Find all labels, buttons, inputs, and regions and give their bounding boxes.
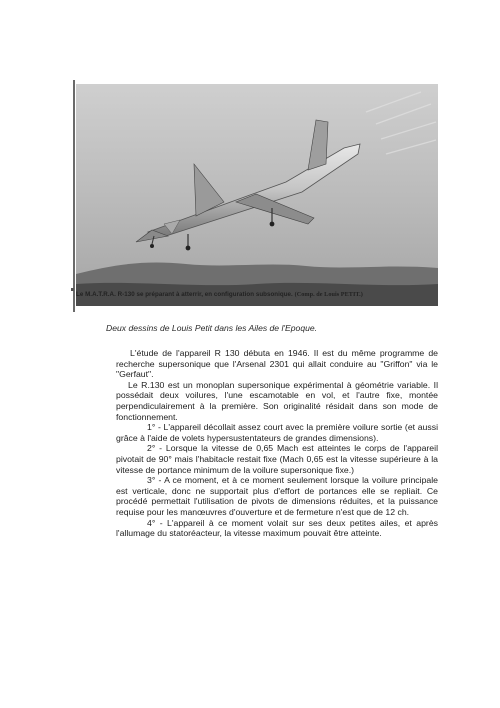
margin-mark: [73, 80, 75, 312]
document-caption: Deux dessins de Louis Petit dans les Ailes de l'Epoque.: [106, 323, 318, 333]
photo-credit: (Comp. de Louis PETIT.): [294, 291, 363, 298]
paragraph-step-2: 2° - Lorsque la vitesse de 0,65 Mach est atteintes le corps de l'appareil pivotait de 90° mais l'habitacle restait fixe (Mach 0,65 est la vitesse supérieure à la vitesse de portance minimum de la voilure supersonique fixe.): [116, 443, 438, 475]
paragraph-intro: L'étude de l'appareil R 130 débuta en 1946. Il est du même programme de recherche supersonique que l'Arsenal 2301 qui allait conduire au "Griffon" via le "Gerfaut".: [116, 348, 438, 380]
paragraph-step-1: 1° - L'appareil décollait assez court avec la première voilure sortie (et aussi grâce à l'aide de volets hypersustentateurs de grandes dimensions).: [116, 422, 438, 443]
margin-dot: [71, 288, 74, 291]
aircraft-illustration: [76, 84, 438, 306]
paragraph-description: Le R.130 est un monoplan supersonique expérimental à géométrie variable. Il possédait deux voilures, l'une escamotable en vol, et l'autre fixe, montée perpendiculairement à la première. Son originalité résidait dans son mode de fonctionnement.: [116, 379, 438, 422]
paragraph-step-4: 4° - L'appareil à ce moment volait sur ses deux petites ailes, et après l'allumage du statoréacteur, la vitesse maximum pouvait être atteinte.: [116, 517, 438, 539]
paragraph-step-3: 3° - A ce moment, et à ce moment seulement lorsque la voilure principale est verticale, donc ne supportait plus d'effort de portances elle se repliait. Ce procédé permettait l'utilisation de pivots de dimensions réduites, et la puissance requise pour les manœuvres d'ouverture et de fermeture n'est que de 12 ch.: [116, 475, 438, 517]
aircraft-photo: [76, 84, 438, 306]
photo-caption-text: Le M.A.T.R.A. R-130 se préparant à atterrir, en configuration subsonique.: [76, 291, 293, 298]
body-text: [116, 348, 438, 539]
photo-caption: [76, 291, 456, 298]
